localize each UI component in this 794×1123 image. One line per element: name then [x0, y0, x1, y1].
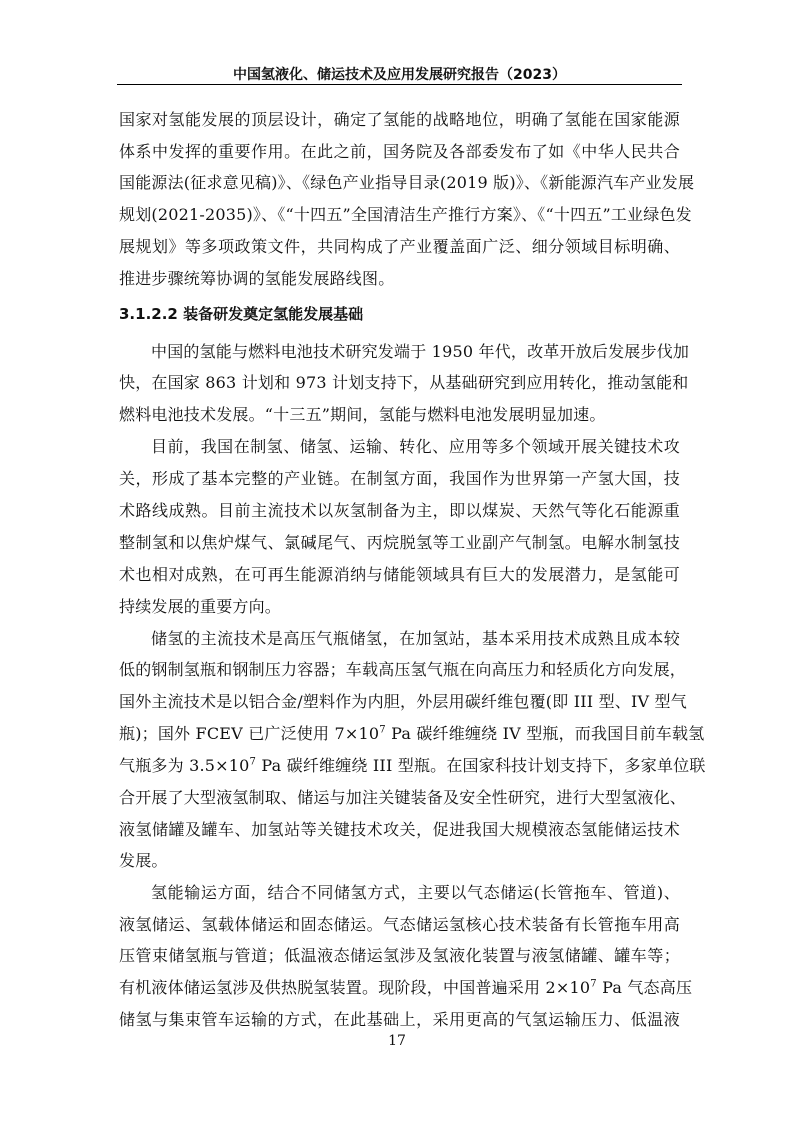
- text-segment: Pa 气态高压: [596, 978, 693, 997]
- text-line: 国能源法(征求意见稿)》、《绿色产业指导目录(2019 版)》、《新能源汽车产业发展: [119, 173, 695, 192]
- section-heading: 3.1.2.2 装备研发奠定氢能发展基础: [119, 305, 364, 323]
- text-line: 合开展了大型液氢制取、储运与加注关键装备及安全性研究，进行大型氢液化、: [119, 788, 687, 807]
- text-segment: 瓶)；国外 FCEV 已广泛使用 7×10: [119, 724, 380, 743]
- text-line: 规划(2021-2035)》、《“十四五”全国清洁生产推行方案》、《“十四五”工业绿色发: [119, 205, 692, 224]
- superscript-exponent: 7: [590, 978, 597, 990]
- text-line: 术也相对成熟，在可再生能源消纳与储能领域具有巨大的发展潜力，是氢能可: [119, 565, 680, 584]
- text-segment: 有机液体储运氢涉及供热脱氢装置。现阶段，中国普遍采用 2×10: [119, 978, 591, 997]
- page-number: 17: [388, 1033, 406, 1049]
- text-line: 推进步骤统筹协调的氢能发展路线图。: [119, 269, 395, 288]
- text-line: 压管束储氢瓶与管道；低温液态储运氢涉及氢液化装置与液氢储罐、罐车等；: [119, 946, 680, 965]
- text-line: 国家对氢能发展的顶层设计，确定了氢能的战略地位，明确了氢能在国家能源: [119, 110, 680, 129]
- superscript-exponent: 7: [249, 756, 257, 768]
- text-line: 术路线成熟。目前主流技术以灰氢制备为主，即以煤炭、天然气等化石能源重: [119, 501, 680, 520]
- text-line: 氢能输运方面，结合不同储氢方式，主要以气态储运(长管拖车、管道)、: [151, 883, 680, 902]
- text-line: 液氢储运、氢载体储运和固态储运。气态储运氢核心技术装备有长管拖车用高: [119, 915, 680, 934]
- text-segment: 气瓶多为 3.5×10: [119, 756, 250, 775]
- text-line: [119, 756, 706, 776]
- text-segment: Pa 碳纤维缠绕 IV 型瓶，而我国目前车载氢: [385, 724, 705, 743]
- running-header: 中国氢液化、储运技术及应用发展研究报告（2023）: [233, 67, 566, 83]
- text-line: 国外主流技术是以铝合金/塑料作为内胆，外层用碳纤维包覆(即 III 型、IV 型气: [119, 692, 687, 711]
- text-line: 体系中发挥的重要作用。在此之前，国务院及各部委发布了如《中华人民共合: [119, 142, 680, 161]
- superscript-exponent: 7: [379, 724, 386, 736]
- text-line: 目前，我国在制氢、储氢、运输、转化、应用等多个领域开展关键技术攻: [151, 437, 680, 456]
- text-line: 持续发展的重要方向。: [119, 597, 282, 616]
- text-line: [119, 978, 693, 998]
- text-line: 液氢储罐及罐车、加氢站等关键技术攻关，促进我国大规模液态氢能储运技术: [119, 820, 680, 839]
- text-line: 低的钢制氢瓶和钢制压力容器；车载高压氢气瓶在向高压力和轻质化方向发展，: [119, 660, 687, 679]
- text-line: 发展。: [119, 851, 168, 870]
- text-line: 储氢与集束管车运输的方式，在此基础上，采用更高的气氢运输压力、低温液: [119, 1010, 680, 1029]
- text-line: 关，形成了基本完整的产业链。在制氢方面，我国作为世界第一产氢大国，技: [119, 469, 680, 488]
- text-segment: Pa 碳纤维缠绕 III 型瓶。在国家科技计划支持下，多家单位联: [256, 756, 706, 775]
- text-line: 中国的氢能与燃料电池技术研究发端于 1950 年代，改革开放后发展步伐加: [151, 342, 690, 361]
- text-line: 整制氢和以焦炉煤气、氯碱尾气、丙烷脱氢等工业副产气制氢。电解水制氢技: [119, 533, 680, 552]
- text-line: 燃料电池技术发展。“十三五”期间，氢能与燃料电池发展明显加速。: [119, 405, 606, 424]
- header-rule: [117, 84, 682, 85]
- text-line: 储氢的主流技术是高压气瓶储氢，在加氢站，基本采用技术成熟且成本较: [151, 629, 680, 648]
- text-line: [119, 724, 705, 744]
- text-line: 展规划》等多项政策文件，共同构成了产业覆盖面广泛、细分领域目标明确、: [119, 237, 680, 256]
- text-line: 快，在国家 863 计划和 973 计划支持下，从基础研究到应用转化，推动氢能和: [119, 373, 689, 392]
